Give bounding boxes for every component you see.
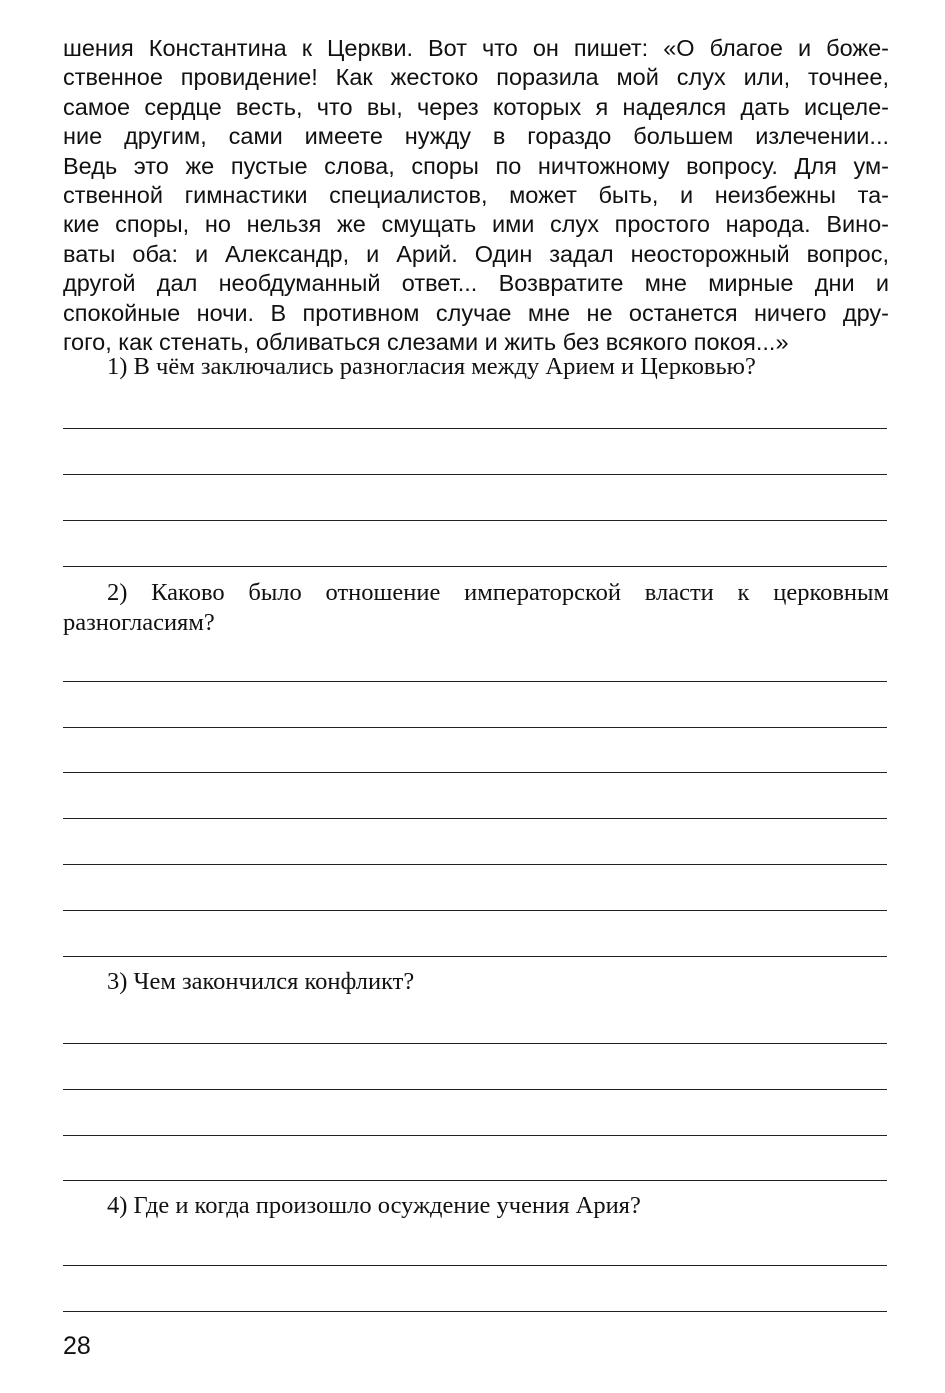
answer-line[interactable] [63,864,887,865]
answer-line[interactable] [63,520,887,521]
source-excerpt [63,34,889,357]
excerpt-line: другой дал необдуманный ответ... Возвратите мне мирные дни и [63,270,889,297]
question-2-text: 2) Каково было отношение императорской власти к церковным [107,579,889,606]
excerpt-line: ственное провидение! Как жестоко поразила мой слух или, точнее, [63,64,889,91]
answer-line[interactable] [63,1311,887,1312]
answer-line[interactable] [63,428,887,429]
excerpt-line: ваты оба: и Александр, и Арий. Один задал неосторожный вопрос, [63,240,889,267]
answer-line[interactable] [63,772,887,773]
answer-line[interactable] [63,474,887,475]
question-2-text-continued: разногласиям? [63,609,215,636]
excerpt-line: кие споры, но нельзя же смущать ими слух простого народа. Вино- [63,211,889,238]
question-1-text: 1) В чём заключались разногласия между Арием и Церковью? [107,353,756,380]
excerpt-line: самое сердце весть, что вы, через которых я надеялся дать исцеле- [63,93,889,120]
excerpt-line: спокойные ночи. В противном случае мне не останется ничего дру- [63,299,889,326]
question-3 [63,967,889,997]
answer-line[interactable] [63,910,887,911]
answer-line[interactable] [63,1265,887,1266]
question-1 [63,352,889,382]
answer-line[interactable] [63,1135,887,1136]
excerpt-line: гого, как стенать, обливаться слезами и жить без всякого покоя...» [63,328,789,355]
answer-line[interactable] [63,1043,887,1044]
answer-line[interactable] [63,1180,887,1181]
question-4 [63,1191,889,1221]
answer-line[interactable] [63,566,887,567]
page-number: 28 [63,1332,91,1360]
excerpt-line: шения Константина к Церкви. Вот что он пишет: «О благое и боже- [63,35,889,61]
question-4-text: 4) Где и когда произошло осуждение учения Ария? [107,1192,641,1219]
answer-line[interactable] [63,1089,887,1090]
answer-line[interactable] [63,956,887,957]
excerpt-line: Ведь это же пустые слова, споры по ничтожному вопросу. Для ум- [63,152,889,179]
answer-line[interactable] [63,818,887,819]
answer-line[interactable] [63,681,887,682]
excerpt-line: ние другим, сами имеете нужду в гораздо большем излечении... [63,123,889,150]
question-3-text: 3) Чем закончился конфликт? [107,968,415,995]
excerpt-line: ственной гимнастики специалистов, может быть, и неизбежны та- [63,181,889,208]
answer-line[interactable] [63,727,887,728]
question-2 [63,578,889,638]
